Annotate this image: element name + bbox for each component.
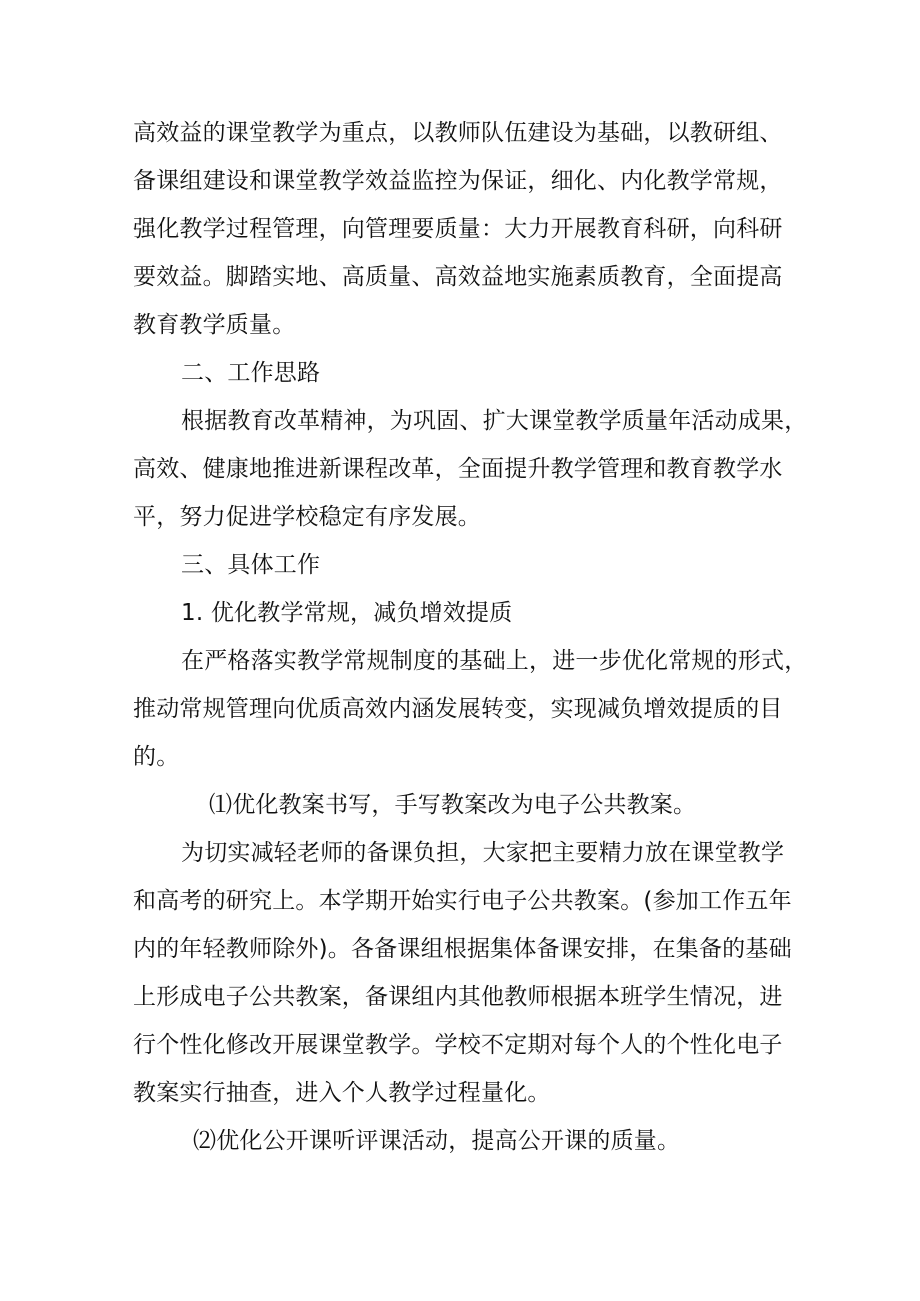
paragraph-line: 和高考的研究上。本学期开始实行电子公共教案。(参加工作五年 xyxy=(133,888,792,914)
paragraph-line: 的。 xyxy=(133,744,180,770)
subheading-optimize-routines: 1. 优化教学常规，减负增效提质 xyxy=(181,600,513,626)
paragraph-line: 教育教学质量。 xyxy=(133,312,296,338)
paragraph-line: 行个性化修改开展课堂教学。学校不定期对每个人的个性化电子 xyxy=(133,1032,783,1058)
paragraph-line: 内的年轻教师除外)。各备课组根据集体备课安排，在集备的基础 xyxy=(133,936,792,962)
paragraph-line: 要效益。脚踏实地、高质量、高效益地实施素质教育，全面提高 xyxy=(133,264,783,290)
paragraph-line: 高效、健康地推进新课程改革，全面提升教学管理和教育教学水 xyxy=(133,456,783,482)
section-heading-specific-work: 三、具体工作 xyxy=(181,552,321,578)
item-heading-electronic-lesson-plans: ⑴优化教案书写，手写教案改为电子公共教案。 xyxy=(209,792,697,818)
paragraph-line: 教案实行抽查，进入个人教学过程量化。 xyxy=(133,1080,551,1106)
paragraph-line: 为切实减轻老师的备课负担，大家把主要精力放在课堂教学 xyxy=(181,840,785,866)
paragraph-line: 根据教育改革精神，为巩固、扩大课堂教学质量年活动成果， xyxy=(181,408,808,434)
paragraph-line: 强化教学过程管理，向管理要质量：大力开展教育科研，向科研 xyxy=(133,216,783,242)
paragraph-line: 在严格落实教学常规制度的基础上，进一步优化常规的形式， xyxy=(181,648,808,674)
paragraph-line: 上形成电子公共教案，备课组内其他教师根据本班学生情况，进 xyxy=(133,984,783,1010)
paragraph-line: 高效益的课堂教学为重点，以教师队伍建设为基础，以教研组、 xyxy=(133,120,783,146)
paragraph-line: 推动常规管理向优质高效内涵发展转变，实现减负增效提质的目 xyxy=(133,696,783,722)
paragraph-line: 备课组建设和课堂教学效益监控为保证，细化、内化教学常规， xyxy=(133,168,783,194)
paragraph-line: 平，努力促进学校稳定有序发展。 xyxy=(133,504,481,530)
item-heading-open-class: ⑵优化公开课听评课活动，提高公开课的质量。 xyxy=(193,1128,681,1154)
section-heading-work-ideas: 二、工作思路 xyxy=(181,360,321,386)
